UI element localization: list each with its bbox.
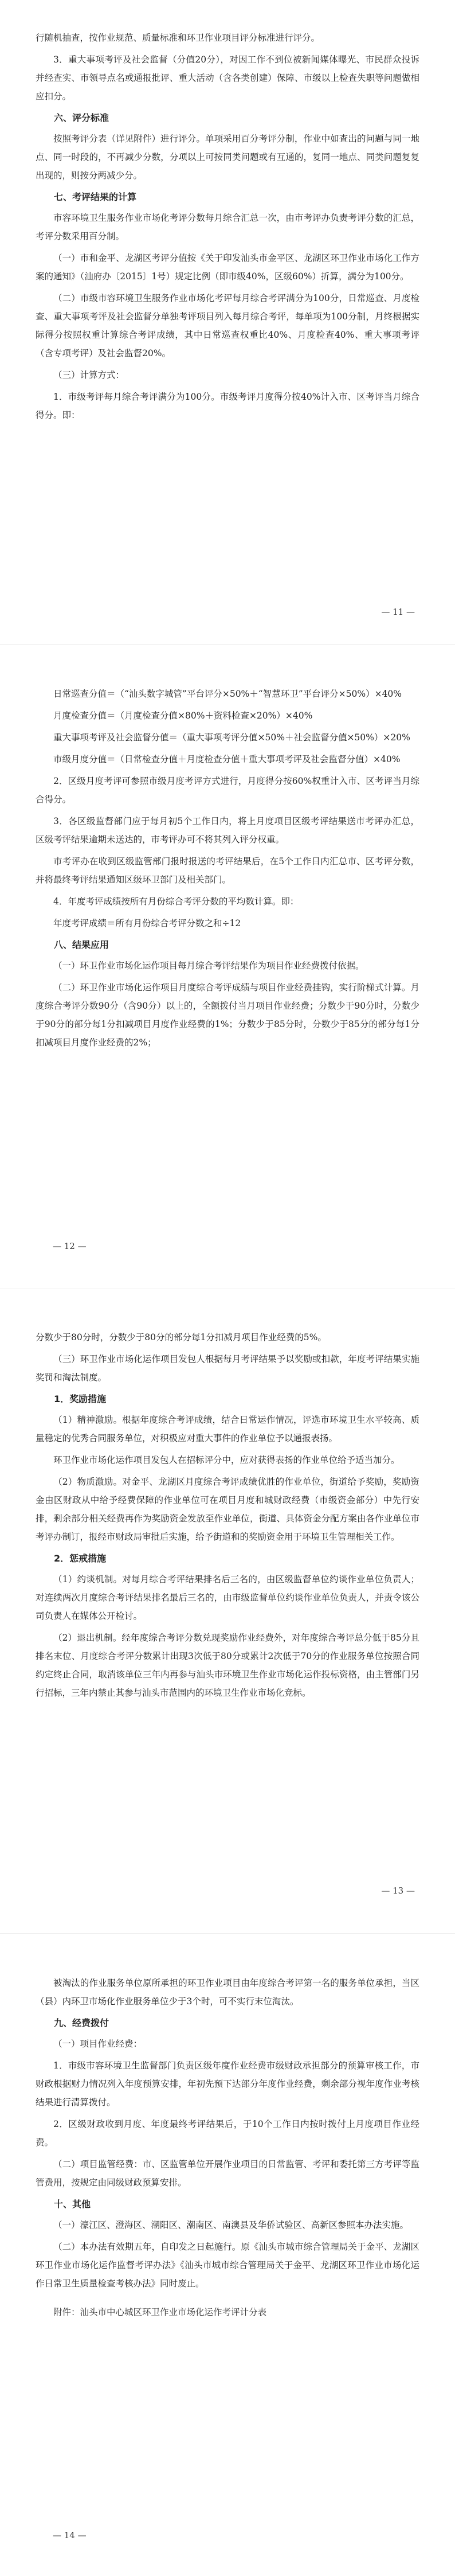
paragraph: 3．重大事项考评及社会监督（分值20分），对因工作不到位被新闻媒体曝光、市民群众投诉并经查实、市领导点名或通报批评、重大活动（含各类创建）保障、市级以上检查失职等问题做相应扣分。 xyxy=(36,54,419,102)
subheading-reward: 1．奖励措施 xyxy=(54,1394,107,1404)
page-12 xyxy=(0,645,455,1289)
subheading-punish: 2．惩戒措施 xyxy=(54,1553,107,1564)
paragraph: （2）物质激励。对金平、龙湖区月度综合考评成绩优胜的作业单位，街道给予奖励，奖励资金由区财政从中给予经费保障的作业单位可在项目月度和城财政经费（市级资金部分）中先行安排，剩余部分相关经费再作为奖励资金发放至作业单位，街道、具体资金分配方案由各作业单位市考评办制订，报经市财政局审批后实施，给予街道和的奖励资金用于环境卫生管理相关工作。 xyxy=(36,1477,419,1542)
paragraph: 2．区级月度考评可参照市级月度考评方式进行，月度得分按60%权重计入市、区考评当月综合得分。 xyxy=(36,776,419,805)
formula: 重大事项考评及社会监督分值＝（重大事项考评分值×50%＋社会监督分值×50%）×20% xyxy=(53,732,410,743)
paragraph: 按照考评分表（详见附件）进行评分。单项采用百分考评分制，作业中如查出的问题与同一地点、同一时段的，不再减少分数，分项以上可按同类问题或有互通的，复同一地点、同类问题复复出现的，则按分两减少分。 xyxy=(36,134,419,181)
paragraph: （二）本办法有效期五年，自印发之日起施行。原《汕头市城市综合管理局关于金平、龙湖区环卫作业市场化运作监督考评办法》《汕头市城市综合管理局关于金平、龙湖区环卫作业市场化运作日常卫生质量检查考核办法》同时废止。 xyxy=(36,2242,419,2289)
page-11 xyxy=(0,0,455,644)
paragraph: 分数少于80分时，分数少于80分的部分每1分扣减月项目作业经费的5%。 xyxy=(36,1332,327,1342)
paragraph: 环卫作业市场化运作项目发包人在招标评分中，应对获得表扬的作业单位给予适当加分。 xyxy=(53,1455,400,1465)
page-11-body xyxy=(36,29,419,428)
paragraph: 行随机抽查，按作业规范、质量标准和环卫作业项目评分标准进行评分。 xyxy=(36,33,320,43)
page-number: — 11 — xyxy=(381,607,415,617)
page-13 xyxy=(0,1289,455,1933)
paragraph: （1）约谈机制。对每月综合考评结果排名后三名的，由区级监督单位约谈作业单位负责人；对连续两次月度综合考评结果排名最后三名的，由市级监督单位约谈作业单位负责人，并责令该公司负责人在媒体公开检讨。 xyxy=(36,1574,419,1621)
paragraph: （三）环卫作业市场化运作项目发包人根据每月考评结果予以奖励或扣款，年度考评结果实施奖罚和淘汰制度。 xyxy=(36,1354,419,1383)
page-13-body xyxy=(36,1328,419,1705)
formula: 市级月度分值＝（日常检查分值＋月度检查分值＋重大事项考评及社会监督分值）×40% xyxy=(53,754,401,764)
section-heading-10: 十、其他 xyxy=(54,2199,91,2210)
page-14-body xyxy=(36,1974,419,2325)
page-number: — 14 — xyxy=(53,2530,87,2540)
page-14 xyxy=(0,1934,455,2576)
paragraph: （一）环卫作业市场化运作项目每月综合考评结果作为项目作业经费拨付依据。 xyxy=(53,961,364,971)
page-number: — 13 — xyxy=(381,1886,415,1896)
paragraph: 1．市级市容环境卫生监督部门负责区级年度作业经费市级财政承担部分的预算审核工作，市财政根据财力情况列入年度预算安排，年初先预下达部分年度作业经费，剩余部分视年度作业考核结果进行清算拨付。 xyxy=(36,2060,419,2107)
paragraph: （1）精神激励。根据年度综合考评成绩，结合日常运作情况，评选市环境卫生水平较高、质量稳定的优秀合同服务单位，对积极应对重大事件的作业单位予以通报表扬。 xyxy=(36,1415,419,1443)
paragraph: 4．年度考评成绩按所有月份综合考评分数的平均数计算。即： xyxy=(53,896,299,907)
paragraph: （一）项目作业经费： xyxy=(53,2039,143,2049)
paragraph: （一）濠江区、澄海区、潮阳区、潮南区、南澳县及华侨试验区、高新区参照本办法实施。 xyxy=(53,2220,409,2230)
paragraph: （三）计算方式： xyxy=(53,370,125,380)
attachment-note: 附件：汕头市中心城区环卫作业市场化运作考评计分表 xyxy=(53,2307,267,2317)
formula: 年度考评成绩＝所有月份综合考评分数之和÷12 xyxy=(53,918,241,928)
formula: 月度检查分值＝（月度检查分值×80%＋资料检查×20%）×40% xyxy=(53,711,313,721)
paragraph: （二）市级市容环境卫生服务作业市场化考评每月综合考评满分为100分，日常巡查、月度检查、重大事项考评及社会监督分单独考评项目列入每月综合考评，每单项为100分制，月终根据实际得分按照权重计算综合考评成绩，其中日常巡查权重比40%、月度检查40%、重大事项考评（含专项考评）及社会监督20%。 xyxy=(36,293,419,358)
section-heading-8: 八、结果应用 xyxy=(54,939,109,950)
section-heading-6: 六、评分标准 xyxy=(54,112,109,123)
paragraph: （二）环卫作业市场化运作项目月度综合考评成绩与项目作业经费挂钩，实行阶梯式计算。月度综合考评分数90分（含90分）以上的，全额拨付当月项目作业经费；分数少于90分时，分数少于90分的部分每1分扣减项目月度作业经费的1%；分数少于85分时，分数少于85分的部分每1分扣减项目月度作业经费的2%； xyxy=(36,982,419,1048)
paragraph: 3．各区级监督部门应于每月初5个工作日内，将上月度项目区级考评结果送市考评办汇总，区级考评结果逾期未送达的，市考评办可不将其列入评分权重。 xyxy=(36,816,419,845)
paragraph: （一）市和金平、龙湖区考评分值按《关于印发汕头市金平区、龙湖区环卫作业市场化工作方案的通知》（汕府办〔2015〕1号）规定比例（即市级40%，区级60%）折算，满分为100分。 xyxy=(36,253,419,282)
page-12-body xyxy=(36,685,419,1055)
paragraph: 1．市级考评每月综合考评满分为100分。市级考评月度得分按40%计入市、区考评当月综合得分。即： xyxy=(36,392,419,420)
paragraph: 市容环境卫生服务作业市场化考评分数每月综合汇总一次，由市考评办负责考评分数的汇总，考评分数采用百分制。 xyxy=(36,213,419,241)
paragraph: （二）项目监管经费：市、区监管单位开展作业项目的日常监管、考评和委托第三方考评等监管费用，按规定由同级财政预算安排。 xyxy=(36,2159,419,2188)
paragraph: 2．区级财政收到月度、年度最终考评结果后，于10个工作日内按时拨付上月度项目作业经费。 xyxy=(36,2119,419,2148)
paragraph: 市考评办在收到区级监管部门报时报送的考评结果后，在5个工作日内汇总市、区考评分数，并将最终考评结果通知区级环卫部门及相关部门。 xyxy=(36,856,419,885)
section-heading-7: 七、考评结果的计算 xyxy=(54,192,137,202)
paragraph: （2）退出机制。经年度综合考评分数兑现奖励作业经费外，对年度综合考评总分低于85分且排名末位、月度综合考评分数累计出现3次低于80分或累计2次低于70分的作业服务单位按照合同约定终止合同，取消该单位三年内再参与汕头市环境卫生作业市场化运作投标资格，由主管部门另行招标，三年内禁止其参与汕头市范围内的环境卫生作业市场化竞标。 xyxy=(36,1633,419,1698)
paragraph: 被淘汰的作业服务单位原所承担的环卫作业项目由年度综合考评第一名的服务单位承担，当区（县）内环卫市场化作业服务单位少于3个时，可不实行末位淘汰。 xyxy=(36,1978,419,2007)
page-number: — 12 — xyxy=(53,1241,87,1251)
formula: 日常巡查分值＝（“汕头数字城管”平台评分×50%＋“智慧环卫”平台评分×50%）×40% xyxy=(53,689,402,699)
section-heading-9: 九、经费拨付 xyxy=(54,2017,109,2028)
